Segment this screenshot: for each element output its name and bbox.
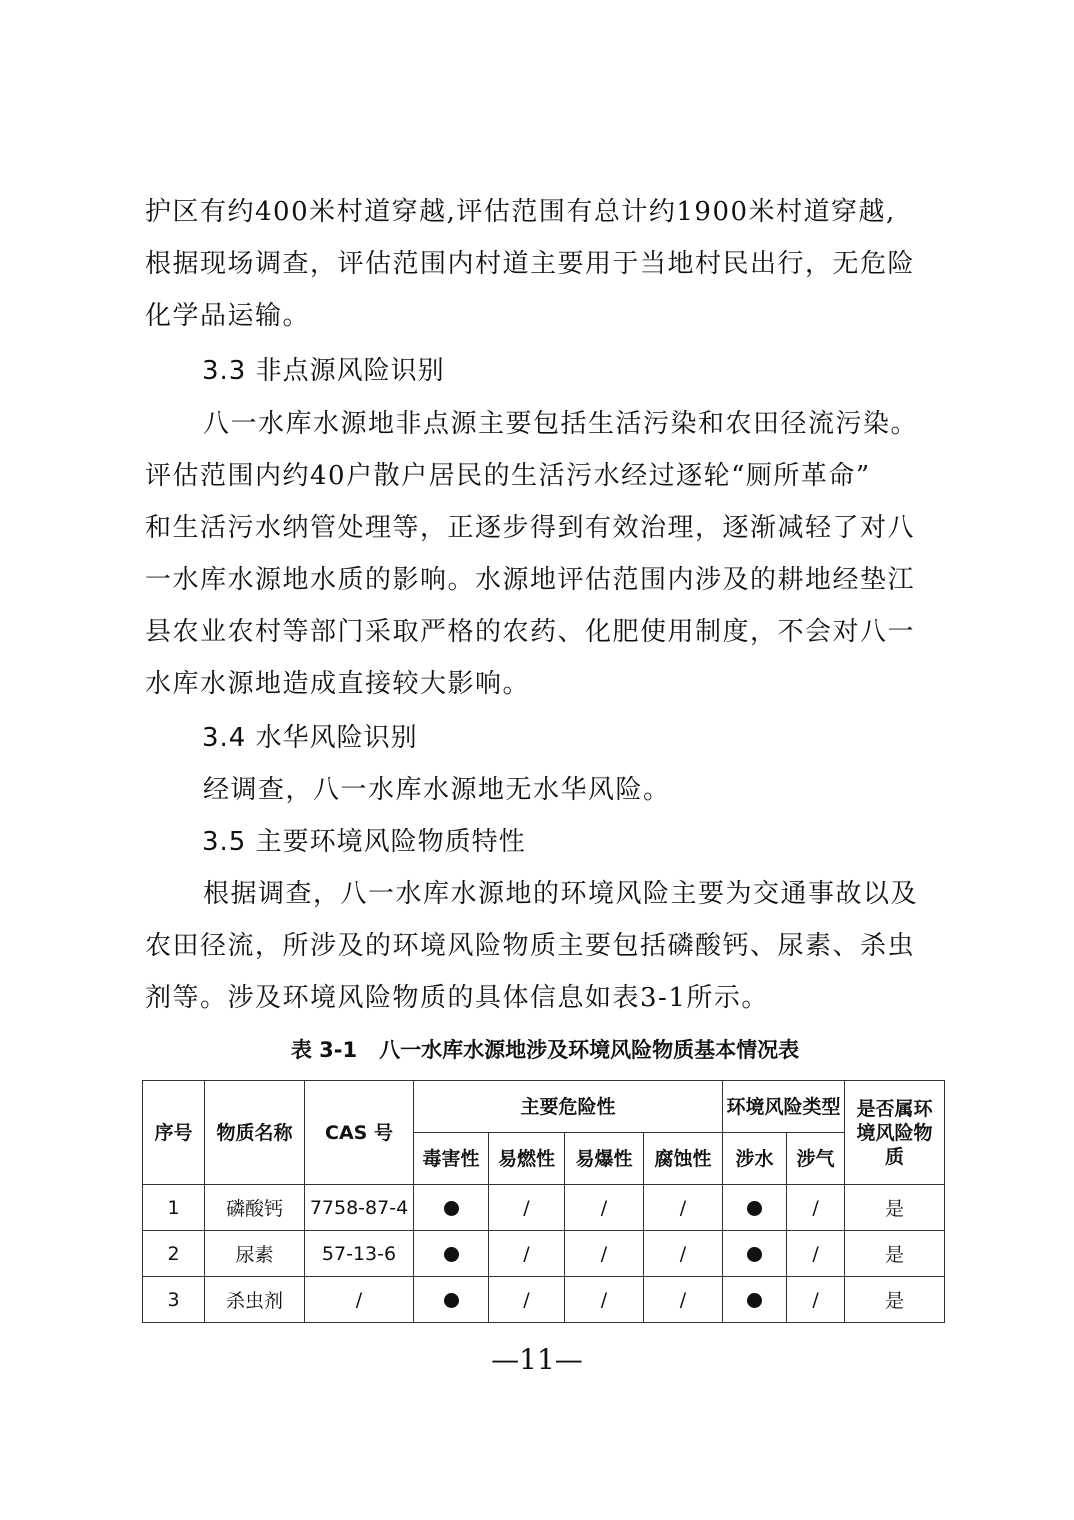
cell-cas: / [305, 1277, 414, 1323]
cell-toxic [414, 1185, 489, 1231]
header-index: 序号 [143, 1081, 205, 1185]
cell-water [723, 1185, 787, 1231]
cell-flammable: / [489, 1185, 565, 1231]
cell-is-risk: 是 [845, 1185, 945, 1231]
cell-cas: 7758-87-4 [305, 1185, 414, 1231]
header-main-hazard: 主要危险性 [414, 1081, 723, 1133]
section-title: 主要环境风险物质特性 [255, 827, 526, 857]
section-number: 3.5 [202, 827, 247, 857]
table-header-row [143, 1081, 945, 1133]
header-flammable: 易燃性 [489, 1133, 565, 1185]
header-toxic: 毒害性 [414, 1133, 489, 1185]
section-heading-3-4 [202, 712, 418, 764]
cell-is-risk: 是 [845, 1277, 945, 1323]
text-line: 县农业农村等部门采取严格的农药、化肥使用制度，不会对八一 [145, 617, 916, 647]
paragraph-nonpoint-source [145, 398, 945, 710]
cell-corrosive: / [644, 1185, 723, 1231]
header-name: 物质名称 [205, 1081, 305, 1185]
text-line: 化学品运输。 [145, 301, 311, 331]
table-caption-title: 八一水库水源地涉及环境风险物质基本情况表 [379, 1038, 800, 1062]
cell-cas: 57-13-6 [305, 1231, 414, 1277]
table-row [143, 1277, 945, 1323]
text-line: 护区有约400米村道穿越,评估范围有总计约1900米村道穿越, [145, 197, 896, 227]
table-caption [145, 1030, 945, 1070]
header-corrosive: 腐蚀性 [644, 1133, 723, 1185]
cell-index: 2 [143, 1231, 205, 1277]
cell-toxic [414, 1231, 489, 1277]
text-line: 和生活污水纳管处理等，正逐步得到有效治理，逐渐减轻了对八 [145, 513, 916, 543]
paragraph-risk-substances [145, 868, 945, 1024]
cell-flammable: / [489, 1231, 565, 1277]
cell-corrosive: / [644, 1231, 723, 1277]
page-number: —11— [491, 1343, 583, 1376]
filled-dot-icon [747, 1247, 762, 1262]
filled-dot-icon [444, 1201, 459, 1216]
cell-name: 磷酸钙 [205, 1185, 305, 1231]
cell-explosive: / [565, 1185, 644, 1231]
paragraph-algal-bloom [145, 764, 945, 816]
text-line: 评估范围内约40户散户居民的生活污水经过逐轮“厕所革命” [145, 461, 871, 491]
cell-gas: / [787, 1277, 845, 1323]
filled-dot-icon [747, 1201, 762, 1216]
section-heading-3-5 [202, 816, 526, 868]
header-explosive: 易爆性 [565, 1133, 644, 1185]
header-env-risk-type: 环境风险类型 [723, 1081, 845, 1133]
cell-gas: / [787, 1231, 845, 1277]
text-line: 八一水库水源地非点源主要包括生活污染和农田径流污染。 [203, 409, 919, 439]
cell-explosive: / [565, 1231, 644, 1277]
text-line: 根据调查，八一水库水源地的环境风险主要为交通事故以及 [203, 879, 919, 909]
header-water: 涉水 [723, 1133, 787, 1185]
section-number: 3.3 [202, 356, 247, 386]
cell-name: 杀虫剂 [205, 1277, 305, 1323]
filled-dot-icon [444, 1247, 459, 1262]
cell-flammable: / [489, 1277, 565, 1323]
cell-explosive: / [565, 1277, 644, 1323]
cell-corrosive: / [644, 1277, 723, 1323]
cell-index: 1 [143, 1185, 205, 1231]
text-line: 农田径流，所涉及的环境风险物质主要包括磷酸钙、尿素、杀虫 [145, 931, 916, 961]
header-cas: CAS 号 [305, 1081, 414, 1185]
header-is-risk-substance: 是否属环境风险物质 [845, 1081, 945, 1185]
cell-is-risk: 是 [845, 1231, 945, 1277]
paragraph-transport-roads [145, 186, 945, 342]
cell-name: 尿素 [205, 1231, 305, 1277]
text-line: 经调查，八一水库水源地无水华风险。 [203, 775, 671, 805]
text-line: 水库水源地造成直接较大影响。 [145, 669, 531, 699]
header-gas: 涉气 [787, 1133, 845, 1185]
table-caption-number: 表 3-1 [290, 1038, 358, 1062]
section-number: 3.4 [202, 723, 247, 753]
text-line: 一水库水源地水质的影响。水源地评估范围内涉及的耕地经垫江 [145, 565, 916, 595]
risk-substance-table [142, 1080, 945, 1323]
table-row [143, 1231, 945, 1277]
section-title: 水华风险识别 [255, 723, 418, 753]
text-line: 根据现场调查，评估范围内村道主要用于当地村民出行，无危险 [145, 249, 916, 279]
table-row [143, 1185, 945, 1231]
cell-water [723, 1277, 787, 1323]
cell-toxic [414, 1277, 489, 1323]
cell-index: 3 [143, 1277, 205, 1323]
filled-dot-icon [747, 1293, 762, 1308]
section-heading-3-3 [202, 345, 445, 397]
cell-water [723, 1231, 787, 1277]
section-title: 非点源风险识别 [255, 356, 445, 386]
text-line: 剂等。涉及环境风险物质的具体信息如表3-1所示。 [145, 983, 769, 1013]
cell-gas: / [787, 1185, 845, 1231]
filled-dot-icon [444, 1293, 459, 1308]
